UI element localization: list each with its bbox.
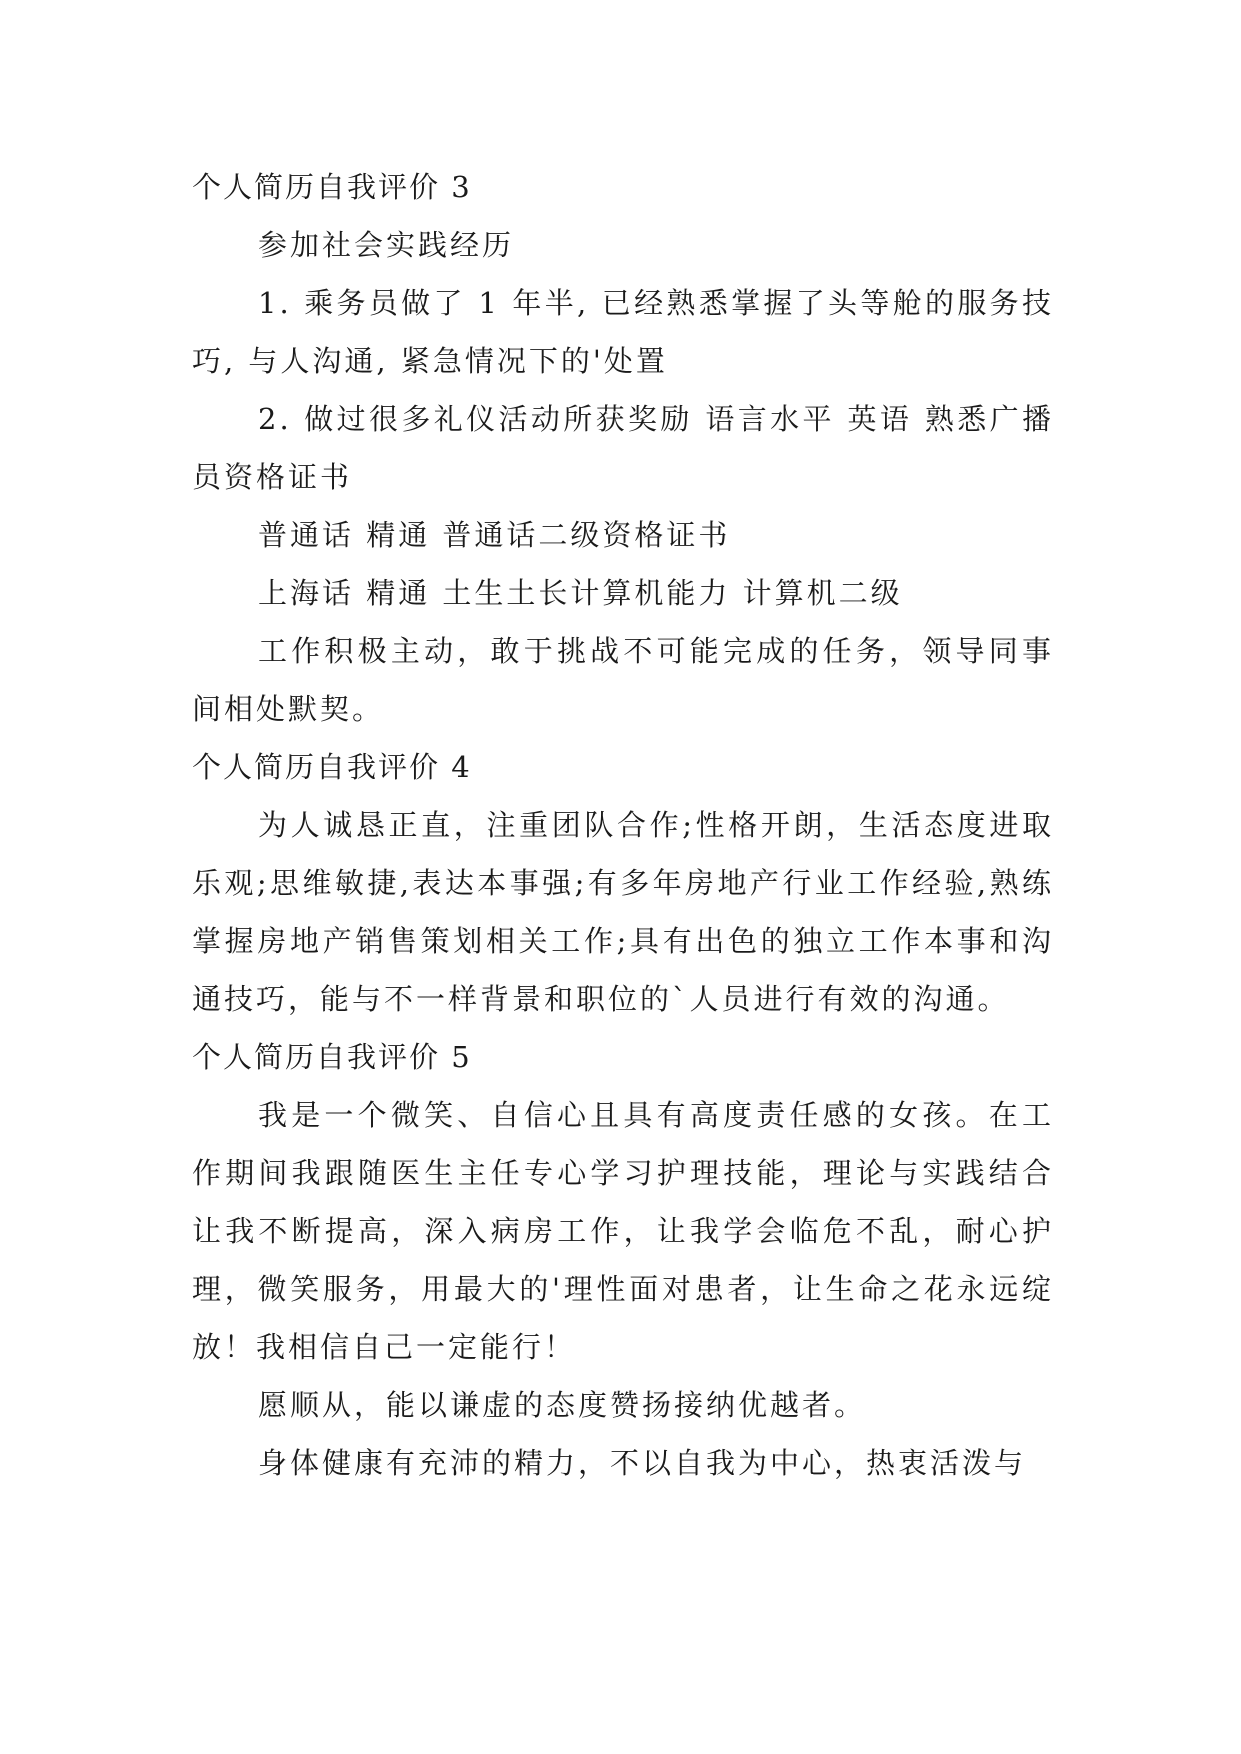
paragraph: 愿顺从，能以谦虚的态度赞扬接纳优越者。	[258, 1388, 867, 1422]
paragraph: 为人诚恳正直，注重团队合作;性格开朗，生活态度进取乐观;思维敏捷,表达本事强;有多年房地产行业工作经验,熟练掌握房地产销售策划相关工作;具有出色的独立工作本事和沟通技巧，能与不一样背景和职位的`人员进行有效的沟通。	[192, 808, 1054, 1016]
paragraph: 我是一个微笑、自信心且具有高度责任感的女孩。在工作期间我跟随医生主任专心学习护理技能，理论与实践结合让我不断提高，深入病房工作，让我学会临危不乱，耐心护理，微笑服务，用最大的'理性面对患者，让生命之花永远绽放！我相信自己一定能行！	[192, 1098, 1054, 1364]
section-4	[192, 738, 1054, 1028]
paragraph: 身体健康有充沛的精力，不以自我为中心，热衷活泼与	[258, 1446, 1027, 1480]
section-heading: 个人简历自我评价 5	[192, 1040, 472, 1074]
paragraph: 普通话 精通 普通话二级资格证书	[258, 518, 731, 552]
section-heading: 个人简历自我评价 3	[192, 170, 472, 204]
section-5	[192, 1028, 1054, 1492]
paragraph: 2. 做过很多礼仪活动所获奖励 语言水平 英语 熟悉广播员资格证书	[192, 402, 1054, 494]
paragraph: 工作积极主动，敢于挑战不可能完成的任务，领导同事间相处默契。	[192, 634, 1054, 726]
document-body	[192, 158, 1054, 1492]
paragraph: 参加社会实践经历	[258, 228, 515, 262]
paragraph: 1. 乘务员做了 1 年半, 已经熟悉掌握了头等舱的服务技巧, 与人沟通, 紧急情况下的'处置	[192, 286, 1054, 378]
section-heading: 个人简历自我评价 4	[192, 750, 472, 784]
paragraph: 上海话 精通 土生土长计算机能力 计算机二级	[258, 576, 903, 610]
section-3	[192, 158, 1054, 738]
